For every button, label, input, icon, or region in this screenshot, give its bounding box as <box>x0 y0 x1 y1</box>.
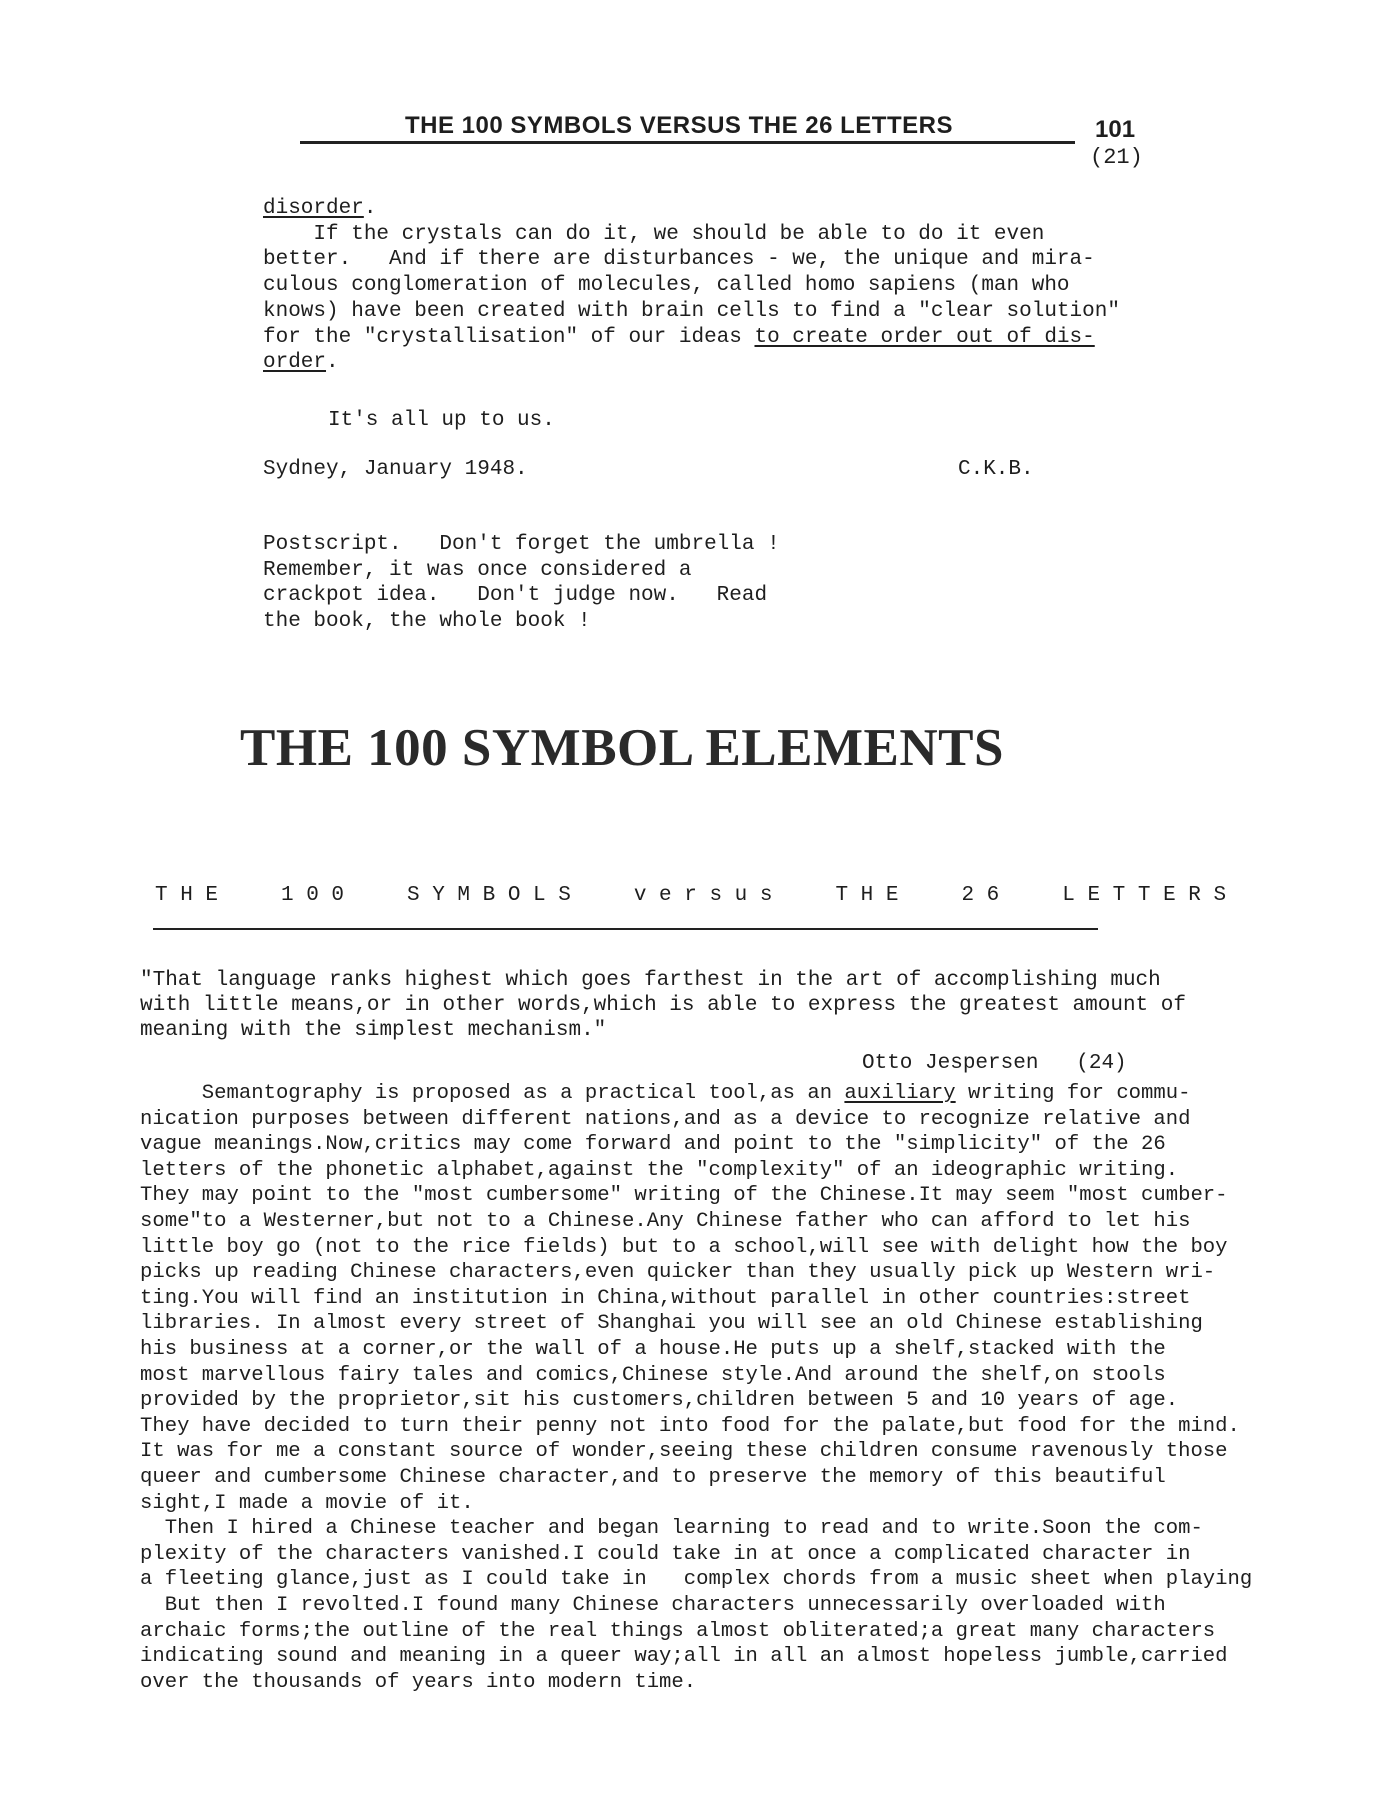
text-run: for the "crystallisation" of our ideas <box>263 325 755 349</box>
closing-line: It's all up to us. <box>328 409 555 432</box>
text-run: nication purposes between different nations,and as a device to recognize relative and <box>140 1107 1191 1131</box>
text-run: If the crystals can do it, we should be able to do it even <box>263 222 1045 246</box>
underlined-text: to create order out of dis- <box>754 325 1095 349</box>
running-header-title: THE 100 SYMBOLS VERSUS THE 26 LETTERS <box>405 112 953 139</box>
quote-line: "That language ranks highest which goes farthest in the art of accomplishing much <box>140 969 1161 992</box>
body-text-line <box>140 1439 1228 1464</box>
body-text-line <box>140 1644 1228 1669</box>
body-text-line <box>140 1516 1203 1541</box>
body-text-line <box>140 1670 696 1695</box>
text-run: ting.You will find an institution in China,without parallel in other countries:street <box>140 1286 1191 1310</box>
text-run: plexity of the characters vanished.I could take in at once a complicated character in <box>140 1542 1191 1566</box>
body-text-line <box>140 1209 1190 1234</box>
text-run: letters of the phonetic alphabet,against the "complexity" of an ideographic writing. <box>140 1158 1179 1182</box>
body-text-line <box>140 1158 1178 1183</box>
text-run: some"to a Westerner,but not to a Chinese.Any Chinese father who can afford to let his <box>140 1210 1191 1233</box>
section-rule <box>153 928 1098 930</box>
signature-place-date: Sydney, January 1948. <box>263 458 528 481</box>
postscript-line: Remember, it was once considered a <box>263 558 692 582</box>
body-text-line <box>140 1465 1166 1490</box>
intro-line <box>263 325 1095 350</box>
intro-line <box>263 196 376 221</box>
intro-line <box>263 222 1044 247</box>
postscript-line: the book, the whole book ! <box>263 610 591 634</box>
text-run: . <box>326 351 339 375</box>
text-run: queer and cumbersome Chinese character,and to preserve the memory of this beautiful <box>140 1466 1166 1489</box>
text-run: writing for commu- <box>955 1082 1191 1105</box>
body-text-line <box>140 1491 474 1516</box>
page-number: 101 <box>1095 116 1136 143</box>
section-title: THE 100 SYMBOL ELEMENTS <box>240 719 1004 777</box>
body-text-line <box>140 1081 1190 1106</box>
intro-line <box>263 273 1070 298</box>
body-text-line <box>140 1286 1190 1311</box>
body-text-line <box>140 1132 1166 1157</box>
text-run: provided by the proprietor,sit his customers,children between 5 and 10 years of age. <box>140 1389 1179 1413</box>
body-text-line <box>140 1388 1178 1413</box>
text-run: better. And if there are disturbances - we, the unique and mira- <box>263 248 1095 272</box>
postscript-line: crackpot idea. Don't judge now. Read <box>263 584 768 608</box>
header-rule <box>300 141 1075 144</box>
underlined-text: auxiliary <box>844 1082 956 1105</box>
body-text-line <box>140 1567 1252 1592</box>
text-run: over the thousands of years into modern time. <box>140 1670 697 1694</box>
text-run: little boy go (not to the rice fields) but to a school,will see with delight how the boy <box>140 1235 1228 1259</box>
quote-attribution: Otto Jespersen (24) <box>862 1052 1127 1075</box>
body-text-line <box>140 1337 1166 1362</box>
page-number-alt: (21) <box>1090 145 1143 170</box>
quote-line: meaning with the simplest mechanism." <box>140 1019 607 1042</box>
text-run: a fleeting glance,just as I could take in complex chords from a music sheet when playing <box>140 1568 1253 1592</box>
intro-line <box>263 247 1095 272</box>
body-text-line <box>140 1183 1228 1208</box>
underlined-text: order <box>263 351 327 375</box>
body-text-line <box>140 1235 1228 1260</box>
spaced-section-title: THE 100 SYMBOLS versus THE 26 LETTERS <box>155 884 1239 907</box>
text-run: . <box>363 197 377 220</box>
text-run: knows) have been created with brain cells to find a "clear solution" <box>263 299 1120 323</box>
text-run: Then I hired a Chinese teacher and began learning to read and to write.Soon the com- <box>140 1517 1203 1541</box>
intro-line <box>263 350 339 375</box>
underlined-text: disorder <box>263 197 364 220</box>
body-text-line <box>140 1260 1215 1285</box>
postscript-line: Postscript. Don't forget the umbrella ! <box>263 533 780 556</box>
signature-initials: C.K.B. <box>958 458 1034 481</box>
quote-line: with little means,or in other words,which is able to express the greatest amount of <box>140 994 1186 1017</box>
body-text-line <box>140 1107 1190 1132</box>
text-run: Semantography is proposed as a practical tool,as an <box>140 1082 845 1105</box>
text-run: archaic forms;the outline of the real things almost obliterated;a great many characters <box>140 1619 1216 1643</box>
text-run: culous conglomeration of molecules, called homo sapiens (man who <box>263 274 1070 298</box>
body-text-line <box>140 1363 1166 1388</box>
text-run: But then I revolted.I found many Chinese characters unnecessarily overloaded with <box>140 1594 1166 1617</box>
text-run: his business at a corner,or the wall of a house.He puts up a shelf,stacked with the <box>140 1338 1166 1361</box>
intro-line <box>263 299 1120 324</box>
text-run: most marvellous fairy tales and comics,Chinese style.And around the shelf,on stools <box>140 1363 1166 1387</box>
text-run: They have decided to turn their penny not into food for the palate,but food for the mind. <box>140 1414 1240 1438</box>
body-text-line <box>140 1414 1240 1439</box>
text-run: sight,I made a movie of it. <box>140 1491 474 1515</box>
text-run: vague meanings.Now,critics may come forward and point to the "simplicity" of the 26 <box>140 1133 1166 1157</box>
text-run: libraries. In almost every street of Shanghai you will see an old Chinese establishing <box>140 1312 1203 1336</box>
text-run: indicating sound and meaning in a queer way;all in all an almost hopeless jumble,carried <box>140 1645 1228 1669</box>
body-text-line <box>140 1593 1166 1618</box>
body-text-line <box>140 1542 1190 1567</box>
body-text-line <box>140 1619 1215 1644</box>
body-text-line <box>140 1311 1203 1336</box>
text-run: picks up reading Chinese characters,even quicker than they usually pick up Western wri- <box>140 1261 1216 1285</box>
text-run: They may point to the "most cumbersome" writing of the Chinese.It may seem "most cumber- <box>140 1184 1228 1208</box>
text-run: It was for me a constant source of wonder,seeing these children consume ravenously those <box>140 1440 1228 1464</box>
